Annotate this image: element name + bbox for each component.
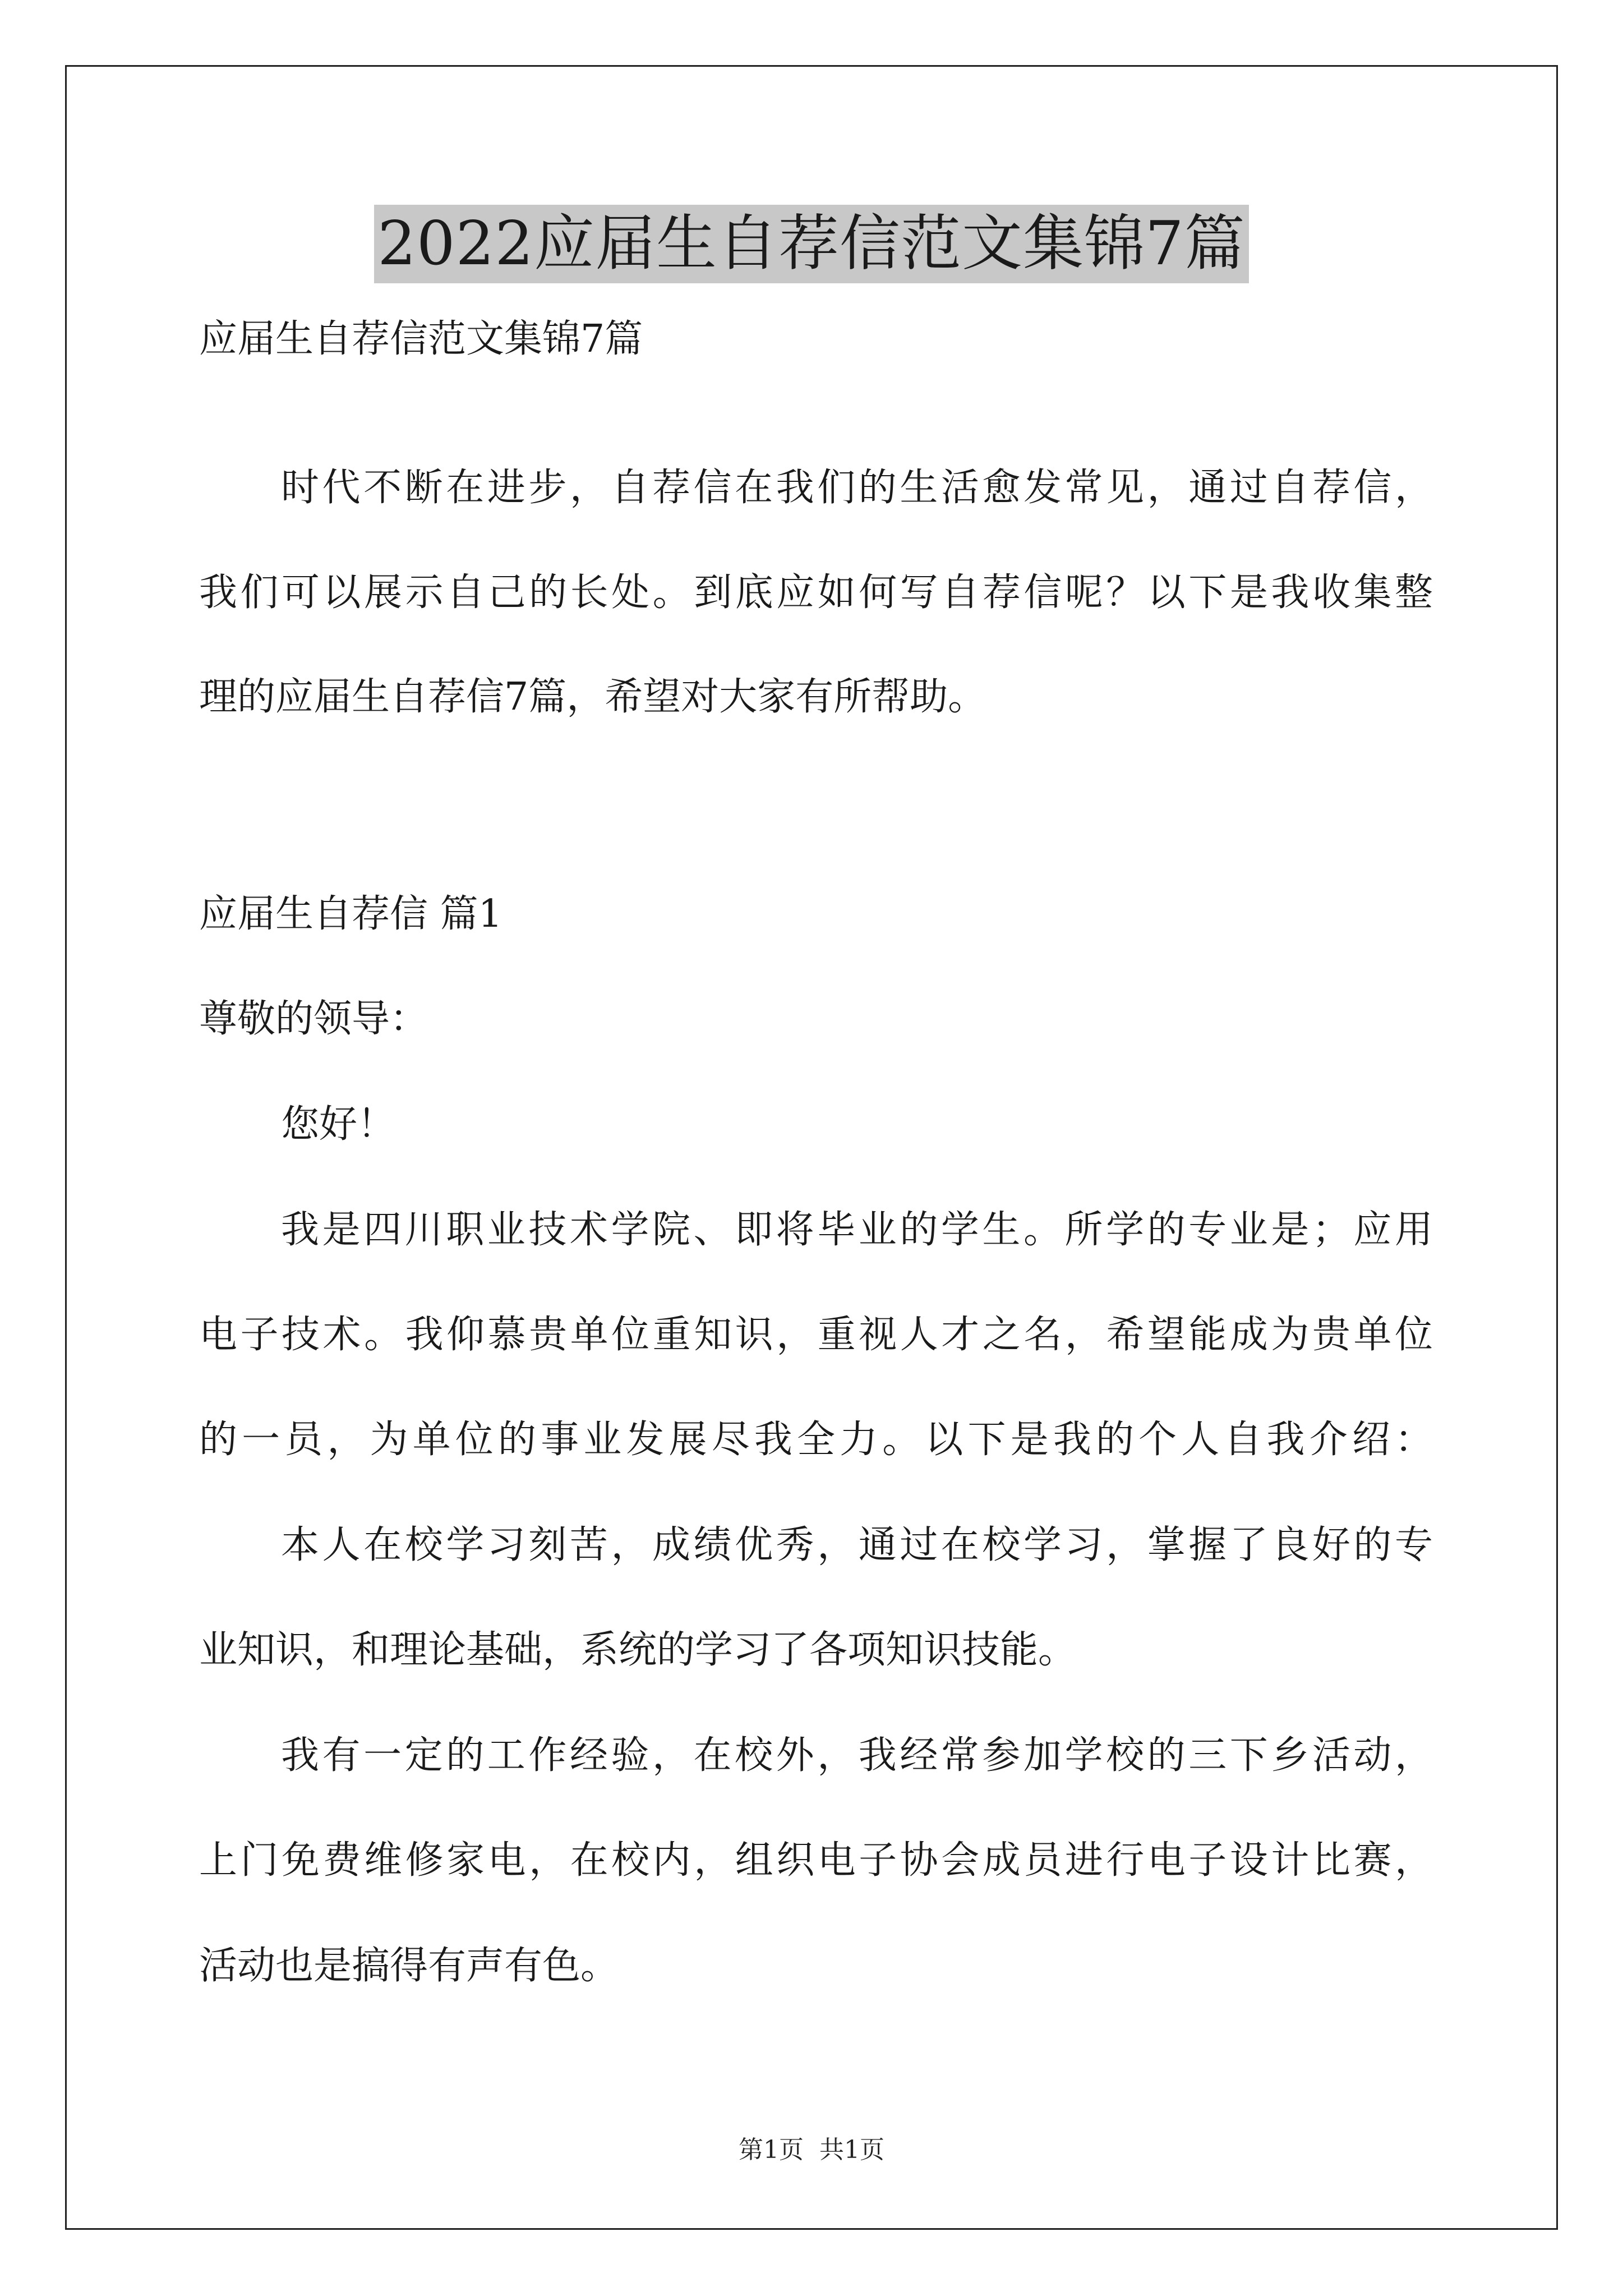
paragraph2-line-2: 业知识，和理论基础，系统的学习了各项知识技能。 (199, 1628, 1077, 1672)
title-container (0, 205, 1623, 283)
page-number-total: 共1页 (819, 2136, 884, 2164)
page-footer (0, 2133, 1623, 2167)
document-subtitle: 应届生自荐信范文集锦7篇 (199, 317, 643, 361)
paragraph2-line-1: 本人在校学习刻苦，成绩优秀，通过在校学习，掌握了良好的专 (281, 1523, 1433, 1567)
paragraph3-line-1: 我有一定的工作经验，在校外，我经常参加学校的三下乡活动， (281, 1733, 1433, 1778)
salutation: 尊敬的领导： (199, 997, 428, 1041)
greeting: 您好！ (281, 1102, 396, 1147)
paragraph1-line-1: 我是四川职业技术学院、即将毕业的学生。所学的专业是；应用 (281, 1208, 1433, 1252)
paragraph3-line-3: 活动也是搞得有声有色。 (199, 1944, 619, 1988)
intro-line-2: 我们可以展示自己的长处。到底应如何写自荐信呢？以下是我收集整 (199, 570, 1433, 615)
paragraph1-line-3: 的一员，为单位的事业发展尽我全力。以下是我的个人自我介绍： (199, 1418, 1433, 1462)
document-title: 2022应届生自荐信范文集锦7篇 (374, 205, 1249, 283)
intro-line-1: 时代不断在进步，自荐信在我们的生活愈发常见，通过自荐信， (281, 466, 1433, 510)
paragraph1-line-2: 电子技术。我仰慕贵单位重知识，重视人才之名，希望能成为贵单位 (199, 1313, 1433, 1357)
intro-line-3: 理的应届生自荐信7篇，希望对大家有所帮助。 (199, 675, 986, 719)
paragraph3-line-2: 上门免费维修家电，在校内，组织电子协会成员进行电子设计比赛， (199, 1838, 1433, 1883)
section-heading: 应届生自荐信 篇1 (199, 892, 502, 936)
page-number-current: 第1页 (739, 2136, 804, 2164)
